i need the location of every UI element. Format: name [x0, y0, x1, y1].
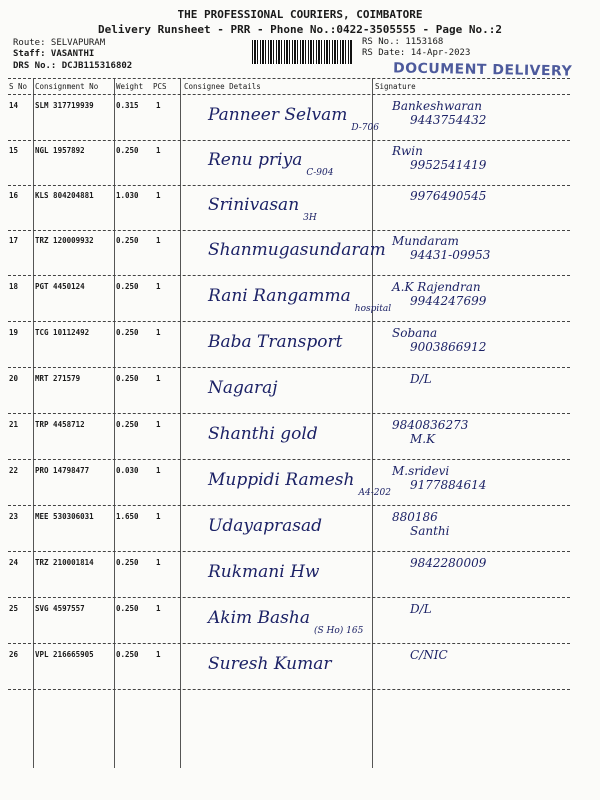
table-row: [8, 140, 570, 186]
consignee-details: [208, 240, 386, 260]
consignee-name: Shanthi gold: [208, 424, 318, 444]
consignee-name: Renu priya: [208, 150, 303, 170]
rs-number: RS No.: 1153168: [362, 37, 444, 47]
weight-value: 0.030: [116, 466, 139, 475]
pieces-count: 1: [156, 420, 161, 429]
company-name: THE PROFESSIONAL COURIERS, COIMBATORE: [177, 8, 423, 21]
consignee-note: C-904: [306, 168, 334, 178]
runsheet-title: Delivery Runsheet - PRR - Phone No.:0422-3505555 - Page No.:2: [98, 23, 502, 36]
table-row: [8, 230, 570, 276]
table-row: [8, 368, 570, 414]
weight-value: 0.250: [116, 420, 139, 429]
pieces-count: 1: [156, 282, 161, 291]
signature-entry: [392, 556, 486, 570]
signature-line: 880186: [392, 510, 438, 524]
consignment-number: TRZ 210001814: [35, 558, 94, 567]
weight-value: 0.250: [116, 650, 139, 659]
serial-number: 24: [9, 558, 19, 567]
consignee-details: [208, 470, 391, 498]
weight-value: 1.650: [116, 512, 139, 521]
pieces-count: 1: [156, 558, 161, 567]
consignee-details: [208, 286, 392, 314]
signature-entry: [392, 510, 450, 538]
header-consignment: Consignment No: [35, 82, 99, 91]
table-row: [8, 322, 570, 368]
signature-line: A.K Rajendran: [392, 280, 481, 294]
signature-line: Bankeshwaran: [392, 99, 483, 113]
consignment-number: SVG 4597557: [35, 604, 85, 613]
receiver-phone: D/L: [410, 372, 432, 386]
signature-entry: [392, 99, 486, 127]
consignee-details: [208, 105, 379, 133]
barcode-image: [252, 40, 352, 64]
signature-line: M.sridevi: [392, 464, 450, 478]
table-row: [8, 506, 570, 552]
serial-number: 15: [9, 146, 19, 155]
consignee-name: Akim Basha: [208, 608, 310, 628]
consignee-name: Shanmugasundaram: [208, 240, 386, 260]
receiver-phone: 9177884614: [410, 478, 487, 492]
pieces-count: 1: [156, 101, 161, 110]
staff-label: Staff: VASANTHI: [13, 49, 95, 59]
serial-number: 14: [9, 101, 19, 110]
runsheet-table: [8, 78, 570, 674]
consignee-note: 3H: [303, 213, 317, 223]
receiver-phone: 9842280009: [410, 556, 487, 570]
consignee-name: Panneer Selvam: [208, 105, 348, 125]
receiver-phone: 9003866912: [410, 340, 487, 354]
signature-entry: [392, 464, 486, 492]
consignment-number: NGL 1957892: [35, 146, 85, 155]
serial-number: 17: [9, 236, 19, 245]
signature-entry: [392, 602, 432, 616]
pieces-count: 1: [156, 236, 161, 245]
consignee-name: Suresh Kumar: [208, 654, 332, 674]
consignee-details: [208, 150, 378, 178]
consignment-number: SLM 317719939: [35, 101, 94, 110]
weight-value: 0.250: [116, 558, 139, 567]
consignee-note: hospital: [354, 304, 392, 314]
consignee-details: [208, 195, 378, 223]
header-sno: S No: [9, 82, 28, 91]
serial-number: 26: [9, 650, 19, 659]
signature-line: Rwin: [392, 144, 423, 158]
consignee-note: (S Ho) 165: [313, 626, 364, 636]
weight-value: 0.250: [116, 146, 139, 155]
signature-entry: [392, 144, 486, 172]
receiver-phone: 9944247699: [410, 294, 487, 308]
signature-line: Sobana: [392, 326, 438, 340]
table-header: [8, 78, 570, 95]
consignment-number: PRO 14798477: [35, 466, 90, 475]
pieces-count: 1: [156, 466, 161, 475]
document-delivery-stamp: DOCUMENT DELIVERY: [392, 60, 573, 80]
receiver-phone: 9976490545: [410, 189, 487, 203]
signature-line: Mundaram: [392, 234, 459, 248]
serial-number: 22: [9, 466, 19, 475]
drs-number: DRS No.: DCJB115316802: [13, 61, 133, 71]
serial-number: 18: [9, 282, 19, 291]
consignee-name: Rukmani Hw: [208, 562, 320, 582]
serial-number: 20: [9, 374, 19, 383]
consignee-name: Srinivasan: [208, 195, 300, 215]
consignee-name: Muppidi Ramesh: [208, 470, 355, 490]
signature-entry: [392, 372, 432, 386]
serial-number: 19: [9, 328, 19, 337]
rs-date: RS Date: 14-Apr-2023: [362, 48, 471, 58]
consignee-details: [208, 378, 378, 398]
signature-entry: [392, 648, 448, 662]
route-label: Route: SELVAPURAM: [13, 38, 106, 48]
consignee-name: Udayaprasad: [208, 516, 322, 536]
pieces-count: 1: [156, 650, 161, 659]
receiver-phone: 9443754432: [410, 113, 487, 127]
weight-value: 0.250: [116, 604, 139, 613]
consignee-details: [208, 654, 378, 674]
serial-number: 23: [9, 512, 19, 521]
receiver-phone: M.K: [410, 432, 436, 446]
consignment-number: MEE 530306031: [35, 512, 94, 521]
signature-entry: [392, 234, 490, 262]
pieces-count: 1: [156, 512, 161, 521]
table-row: [8, 552, 570, 598]
serial-number: 25: [9, 604, 19, 613]
header-pcs: PCS: [153, 82, 167, 91]
receiver-phone: C/NIC: [410, 648, 448, 662]
consignment-number: TRZ 120009932: [35, 236, 94, 245]
table-row: [8, 185, 570, 231]
consignee-details: [208, 516, 378, 536]
consignment-number: KLS 804204881: [35, 191, 94, 200]
weight-value: 0.250: [116, 282, 139, 291]
weight-value: 0.250: [116, 328, 139, 337]
table-row: [8, 598, 570, 644]
signature-entry: [392, 189, 486, 203]
weight-value: 0.250: [116, 374, 139, 383]
pieces-count: 1: [156, 191, 161, 200]
pieces-count: 1: [156, 604, 161, 613]
serial-number: 21: [9, 420, 19, 429]
header-signature: Signature: [375, 82, 416, 91]
consignment-number: VPL 216665905: [35, 650, 94, 659]
consignee-details: [208, 424, 378, 444]
pieces-count: 1: [156, 146, 161, 155]
consignee-details: [208, 608, 378, 636]
receiver-phone: Santhi: [410, 524, 450, 538]
consignee-details: [208, 332, 378, 352]
receiver-phone: 9952541419: [410, 158, 487, 172]
consignee-note: D-706: [351, 123, 379, 133]
weight-value: 1.030: [116, 191, 139, 200]
table-row: [8, 644, 570, 690]
consignment-number: PGT 4450124: [35, 282, 85, 291]
signature-entry: [392, 326, 486, 354]
consignee-name: Nagaraj: [208, 378, 278, 398]
consignment-number: TCG 10112492: [35, 328, 90, 337]
header-consignee: Consignee Details: [184, 82, 261, 91]
pieces-count: 1: [156, 328, 161, 337]
receiver-phone: D/L: [410, 602, 432, 616]
consignee-details: [208, 562, 378, 582]
signature-entry: [392, 280, 486, 308]
consignee-name: Baba Transport: [208, 332, 343, 352]
table-row: [8, 95, 570, 141]
consignment-number: MRT 271579: [35, 374, 81, 383]
receiver-phone: 94431-09953: [410, 248, 491, 262]
weight-value: 0.315: [116, 101, 139, 110]
serial-number: 16: [9, 191, 19, 200]
table-row: [8, 276, 570, 322]
consignee-name: Rani Rangamma: [208, 286, 351, 306]
signature-line: 9840836273: [392, 418, 469, 432]
header-weight: Weight: [116, 82, 144, 91]
table-row: [8, 460, 570, 506]
consignee-note: A4-202: [358, 488, 391, 498]
signature-entry: [392, 418, 468, 446]
table-row: [8, 414, 570, 460]
weight-value: 0.250: [116, 236, 139, 245]
pieces-count: 1: [156, 374, 161, 383]
consignment-number: TRP 4458712: [35, 420, 85, 429]
